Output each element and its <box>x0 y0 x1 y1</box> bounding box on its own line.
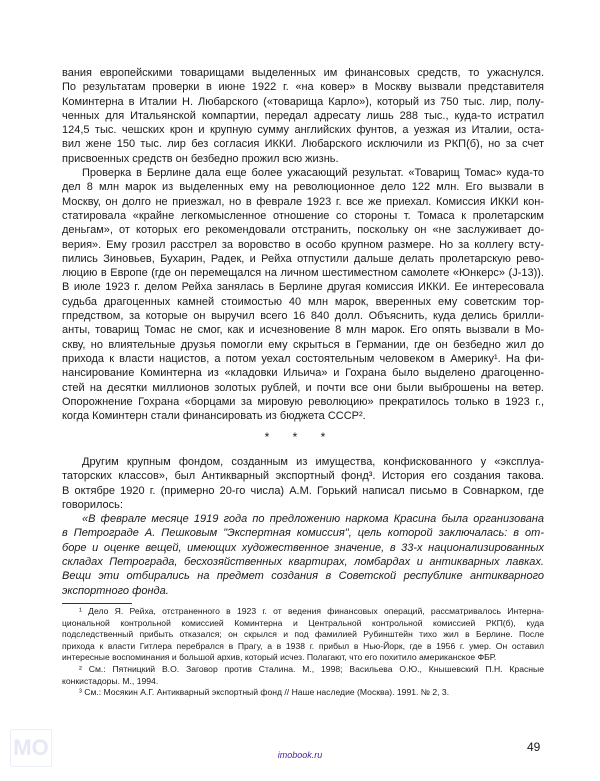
text-line: дел 8 млн марок из выделенных ему на революционное дело 122 млн. Его вызвали в <box>62 181 544 194</box>
footnotes <box>62 606 544 699</box>
text-line: судьба драгоценных камней стоимостью 40 млн марок, вверенных ему советским тор- <box>62 295 544 308</box>
text-line: в Петрограде А. Пешковым "Экспертная комиссия", цель которой заключалась: в от- <box>62 527 544 540</box>
footnote-line: ¹ Дело Я. Рейха, отстраненного в 1923 г. от ведения финансовых операций, рассматривалось Интерна- <box>79 606 544 616</box>
footnote-line: ² См.: Пятницкий В.О. Заговор против Сталина. М., 1998; Васильева О.Ю., Кнышевский П.Н. Красные <box>79 663 544 674</box>
footnote-line: циональной контрольной комиссией Коминтерна и Центральной контрольной комиссией РКП(б), куда <box>62 617 544 628</box>
text-line: боре и оценке вещей, имеющих художественное значение, в 33-х национализированных <box>62 541 544 554</box>
text-line: ченных для Итальянской компартии, передал адресату лишь 288 тыс., куда-то истратил <box>62 109 544 122</box>
text-line: 124,5 тыс. чешских крон и крупную сумму английских фунтов, а уезжая из Италии, оста- <box>62 124 544 137</box>
section-1 <box>62 66 544 423</box>
text-line: Москву, он долго не приезжал, но в феврале 1923 г. все же приехал. Комиссия ИККИ кон- <box>62 195 544 208</box>
section-separator: * * * <box>264 430 336 444</box>
text-line: анты, товарищ Томас не смог, как и исчезновение 8 млн марок. Его опять вызвали в Мо- <box>62 324 544 337</box>
footnote-line: интересные воспоминания и большой архив, который исчез. Полагают, что его похитило американское ФБР. <box>62 652 497 663</box>
text-line: говорилось: <box>62 498 123 511</box>
watermark-logo: MO <box>10 729 52 767</box>
text-line: вания европейскими товарищами выделенных им финансовых средств, то ужаснулся. <box>62 67 544 79</box>
section-2 <box>62 455 544 598</box>
text-line: люцию в Европе (где он перемещался на личном шестиместном самолете «Юнкерс» (J-13)). <box>62 267 544 280</box>
text-line: В июле 1923 г. делом Рейха занялась в Берлине другая комиссия ИККИ. Ее интересовала <box>62 281 544 294</box>
text-line: статировала «крайне легкомысленное отношение со стороны т. Томаса к пролетарским <box>62 209 544 222</box>
text-line: экспортного фонда. <box>62 584 169 597</box>
text-line: таторских классов», был Антикварный экспортный фонд³. История его создания такова. <box>62 470 544 483</box>
text-line: складах Петрограда, бесхозяйственных квартирах, ломбардах и антикварных лавках. <box>62 556 544 569</box>
text-line: Проверка в Берлине дала еще более ужасающий результат. «Товарищ Томас» куда-то <box>82 167 544 180</box>
text-line: верия». Ему грозил расстрел за воровство в особо крупном размере. Но за коллегу всту- <box>62 238 544 251</box>
footnote-line: прихода к власти Гитлера перебрался в Прагу, а в 1938 г. прибыл в Нью-Йорк, где в 1956 г. умер. Он оставил <box>62 640 544 651</box>
footnote-line: конкистадоры. М., 1994. <box>62 675 159 686</box>
footnote-line: ³ См.: Мосякин А.Г. Антикварный экспортный фонд // Наше наследие (Москва). 1991. № 2, 3. <box>79 687 450 698</box>
text-line: присвоенных средств он безбедно прожил всю жизнь. <box>62 152 339 165</box>
text-line: Опорожнение Гохрана «борцами за мировую революцию» прекратилось только в 1923 г., <box>62 395 544 408</box>
text-line: скву, но влиятельные друзья помогли ему скрыться в Германии, где он безбедно жил до <box>62 338 544 351</box>
text-line: По результатам проверки в июне 1922 г. «на ковер» в Москву вызвали представителя <box>62 81 544 94</box>
text-line: «В феврале месяце 1919 года по предложению наркома Красина была организована <box>82 513 544 526</box>
text-line: В октябре 1920 г. (примерно 20-го числа) А.М. Горький написал письмо в Совнарком, где <box>62 484 544 497</box>
text-line: пились Зиновьев, Бухарин, Радек, и Рейха отпустили дальше делать пролетарскую рево- <box>62 252 544 265</box>
footnote-line: подследственный прибыть отказался; он скрылся и под фамилией Рубинштейн тихо жил в Берлине. После <box>62 629 544 640</box>
page-number: 49 <box>527 740 541 754</box>
text-line: деньгам», от которых его рекомендовали отстранить, поскольку он «не заслуживает до- <box>62 224 544 237</box>
text-line: когда Коминтерн стали финансировать из бюджета СССР². <box>62 410 366 423</box>
text-line: гпредством, за которые он выручил всего 16 840 долл. Объяснить, куда делись брилли- <box>62 310 544 323</box>
text-line: прихода к власти нацистов, а потом уехал состоятельным человеком в Америку¹. На фи- <box>62 352 544 365</box>
text-line: нансирование Коминтерна из «кладовки Ильича» и Гохрана было выделено драгоценно- <box>62 367 544 380</box>
text-line: вил жене 150 тыс. лир без согласия ИККИ. Любарского исключили из РКП(б), но за счет <box>62 138 544 151</box>
text-line: Вещи эти отбирались на предмет создания в Советской республике антикварного <box>62 570 544 583</box>
footnote-divider <box>62 603 132 604</box>
text-line: Другим крупным фондом, созданным из имущества, конфискованного у «эксплуа- <box>82 456 544 468</box>
text-line: стей на десятки миллионов золотых рублей, и почти все они были выброшены на ветер. <box>62 381 544 394</box>
site-link[interactable]: imobook.ru <box>277 750 323 760</box>
text-line: Коминтерна в Италии Н. Любарского («товарища Карло»), который из 750 тыс. лир, полу- <box>62 95 544 108</box>
